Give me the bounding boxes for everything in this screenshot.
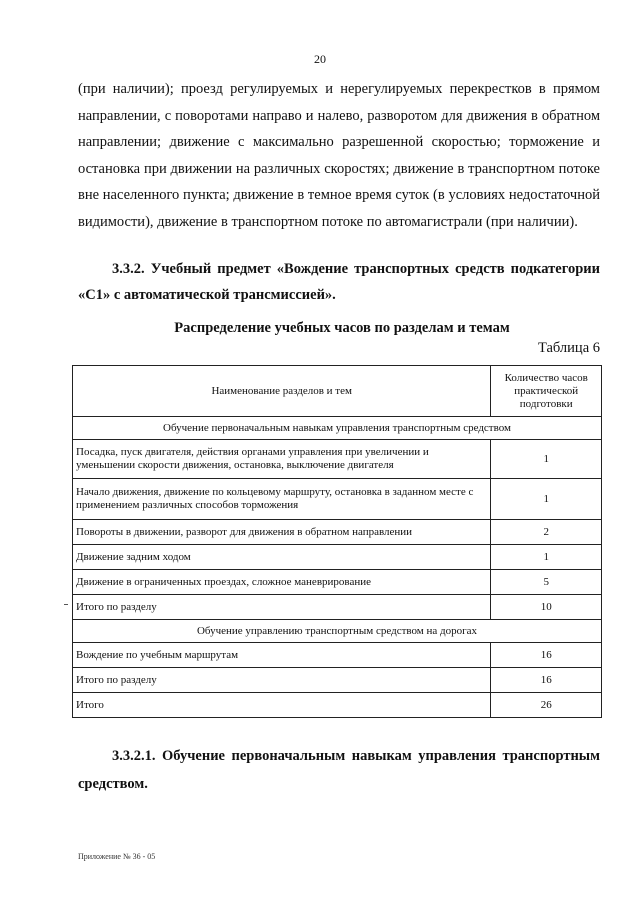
- topic-hours: 16: [491, 643, 602, 668]
- topic-name: Повороты в движении, разворот для движения в обратном направлении: [73, 520, 491, 545]
- subtotal-label: Итого по разделу: [73, 595, 491, 620]
- table-row: [73, 643, 602, 668]
- total-label: Итого: [73, 693, 491, 718]
- header-name-column: Наименование разделов и тем: [73, 366, 491, 417]
- topic-hours: 1: [491, 440, 602, 479]
- table-header-row: [73, 366, 602, 417]
- body-paragraph: (при наличии); проезд регулируемых и нерегулируемых перекрестков в прямом направлении, с поворотами направо и налево, разворотом для движения в обратном направлении; движение с максимально разрешенной скоростью; торможение и остановка при движении на различных скоростях; движение в транспортном потоке вне населенного пункта; движение в темное время суток (в условиях недостаточной видимости), движение в транспортном потоке по автомагистрали (при наличии).: [78, 81, 600, 230]
- topic-hours: 1: [491, 479, 602, 520]
- table-label: Таблица 6: [537, 340, 600, 356]
- footer-note: Приложение № 36 - 05: [78, 852, 156, 861]
- page-number: 20: [314, 52, 326, 66]
- section-title: Обучение управлению транспортным средством на дорогах: [73, 620, 602, 643]
- header-hours-column: Количество часов практической подготовки: [491, 366, 602, 417]
- subtotal-row: [73, 668, 602, 693]
- topic-hours: 1: [491, 545, 602, 570]
- section-heading-3-3-2: 3.3.2. Учебный предмет «Вождение транспортных средств подкатегории «С1» с автоматической трансмиссией».: [78, 261, 600, 303]
- topic-name: Вождение по учебным маршрутам: [73, 643, 491, 668]
- table-row: [73, 520, 602, 545]
- section-title: Обучение первоначальным навыкам управления транспортным средством: [73, 417, 602, 440]
- section-row: [73, 620, 602, 643]
- topic-name: Движение задним ходом: [73, 545, 491, 570]
- subtotal-hours: 10: [491, 595, 602, 620]
- table-row: [73, 440, 602, 479]
- section-row: [73, 417, 602, 440]
- subtotal-hours: 16: [491, 668, 602, 693]
- topic-name: Посадка, пуск двигателя, действия органами управления при увеличении и уменьшении скорости движения, остановка, выключение двигателя: [73, 440, 491, 479]
- subtotal-row: [73, 595, 602, 620]
- subtotal-label: Итого по разделу: [73, 668, 491, 693]
- hours-distribution-table: [72, 365, 602, 718]
- topic-name: Начало движения, движение по кольцевому маршруту, остановка в заданном месте с применением различных способов торможения: [73, 479, 491, 520]
- table-row: [73, 479, 602, 520]
- table-title: Распределение учебных часов по разделам и темам: [174, 320, 510, 336]
- topic-hours: 5: [491, 570, 602, 595]
- total-hours: 26: [491, 693, 602, 718]
- table-row: [73, 570, 602, 595]
- total-row: [73, 693, 602, 718]
- topic-hours: 2: [491, 520, 602, 545]
- topic-name: Движение в ограниченных проездах, сложное маневрирование: [73, 570, 491, 595]
- section-heading-3-3-2-1: 3.3.2.1. Обучение первоначальным навыкам управления транспортным средством.: [78, 748, 600, 792]
- margin-mark: [64, 604, 68, 605]
- table-row: [73, 545, 602, 570]
